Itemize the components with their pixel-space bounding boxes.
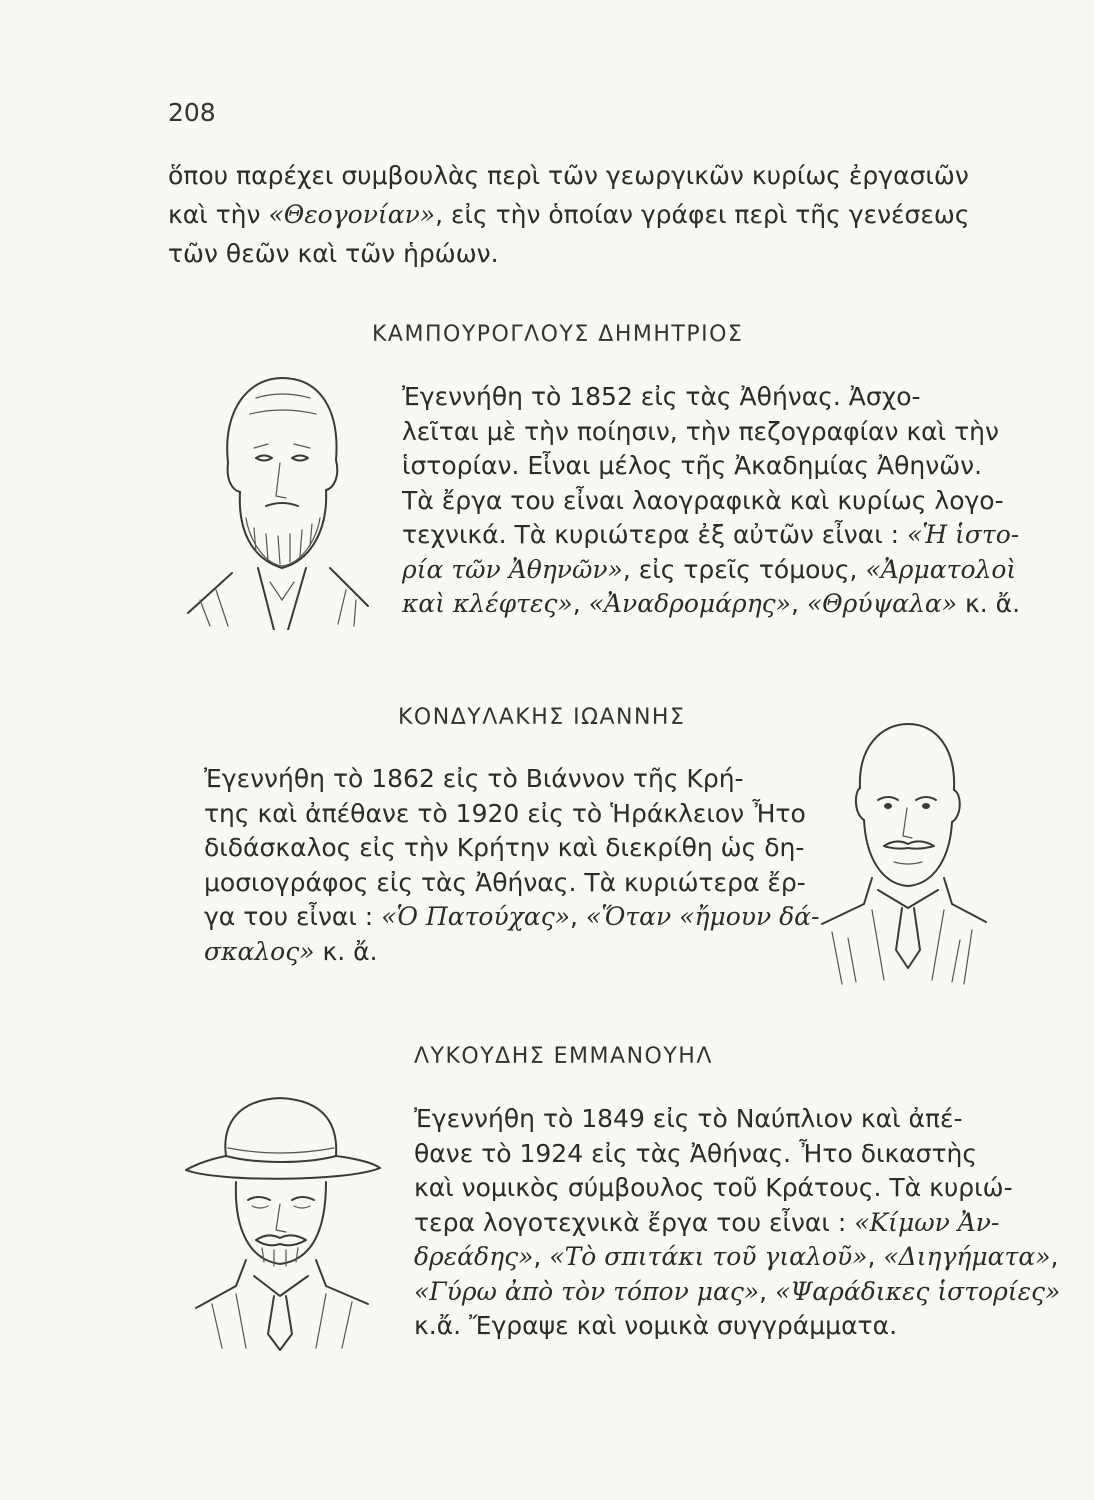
bio-line: καὶ νομικὸς σύμβουλος τοῦ Κράτους. Τὰ κυριώ- [414,1173,1013,1202]
bio-line: Ἐγεννήθη τὸ 1862 εἰς τὸ Βιάννον τῆς Κρή- [204,764,744,793]
bio-line: ρία τῶν Ἀθηνῶν», εἰς τρεῖς τόμους, «Ἀρματολοὶ [402,554,1017,584]
bio-line: μοσιογράφος εἰς τὰς Ἀθήνας. Τὰ κυριώτερα ἔρ- [204,867,806,897]
bio-line: Ἐγεννήθη τὸ 1852 εἰς τὰς Ἀθήνας. Ἀσχο- [402,382,921,411]
work-title: «Κίμων Ἀν- [854,1207,1000,1237]
work-title: «Ὅταν «ἤμουν δά- [585,902,820,931]
bio-line: σκαλος» κ. ἄ. [204,936,378,966]
bio-line: τεχνικά. Τὰ κυριώτερα ἐξ αὐτῶν εἶναι : «Ἡ ἱστο- [402,520,1020,549]
work-title: «Διηγήματα» [883,1242,1051,1271]
bio-line: Τὰ ἔργα του εἶναι λαογραφικὰ καὶ κυρίως λογο- [402,485,1004,515]
intro-paragraph [168,156,996,273]
intro-line: ὅπου παρέχει συμβουλὰς περὶ τῶν γεωργικῶν κυρίως ἐργασιῶν [168,161,969,190]
work-title: «Ψαράδικες ἱστορίες» [775,1276,1061,1306]
work-title: «Ἀρματολοὶ [865,554,1017,584]
work-title: «Ἀναδρομάρης» [588,589,791,618]
bio-kambouroglous [402,380,1020,622]
bio-line: «Γύρω ἀπὸ τὸν τόπον μας», «Ψαράδικες ἱστορίες» [414,1276,1061,1306]
bio-line: λεῖται μὲ τὴν ποίησιν, τὴν πεζογραφίαν καὶ τὴν [402,416,999,446]
bio-line: θανε τὸ 1924 εἰς τὰς Ἀθήνας. Ἦτο δικαστὴς [414,1138,978,1168]
section-heading-lykoudis: ΛΥΚΟΥΔΗΣ ΕΜΜΑΝΟΥΗΛ [414,1044,713,1069]
portrait-kambouroglous [170,368,370,630]
bio-line: τερα λογοτεχνικὰ ἔργα του εἶναι : «Κίμων Ἀν- [414,1207,1000,1237]
bio-line: δρεάδης», «Τὸ σπιτάκι τοῦ γιαλοῦ», «Διηγήματα», [414,1242,1059,1271]
work-title: «Ἡ ἱστο- [907,520,1020,549]
bio-line: κ.ἄ. Ἔγραψε καὶ νομικὰ συγγράμματα. [414,1311,898,1340]
intro-line: τῶν θεῶν καὶ τῶν ἡρώων. [168,239,499,268]
intro-line: καὶ τὴν «Θεογονίαν», εἰς τὴν ὁποίαν γράφει περὶ τῆς γενέσεως [168,200,970,229]
portrait-lykoudis [176,1090,388,1352]
work-title: σκαλος» [204,936,315,966]
bio-line: διδάσκαλος εἰς τὴν Κρήτην καὶ διεκρίθη ὡς δη- [204,833,805,862]
work-title: καὶ κλέφτες» [402,589,573,618]
bio-lykoudis [414,1102,1060,1344]
bio-line: της καὶ ἀπέθανε τὸ 1920 εἰς τὸ Ἡράκλειον Ἦτο [204,798,806,828]
portrait-kondylakis [812,718,988,988]
work-title: δρεάδης» [414,1242,534,1271]
work-title: «Ὁ Πατούχας» [381,902,571,931]
work-title: ρία τῶν Ἀθηνῶν» [402,554,623,584]
page-number: 208 [168,98,216,127]
section-heading-kondylakis: ΚΟΝΔΥΛΑΚΗΣ ΙΩΑΝΝΗΣ [398,705,686,730]
bio-line: γα του εἶναι : «Ὁ Πατούχας», «Ὅταν «ἤμουν δά- [204,902,820,931]
bio-line: Ἐγεννήθη τὸ 1849 εἰς τὸ Ναύπλιον καὶ ἀπέ- [414,1104,963,1133]
bio-line: καὶ κλέφτες», «Ἀναδρομάρης», «Θρύψαλα» κ. ἄ. [402,589,1021,618]
bio-line: ἱστορίαν. Εἶναι μέλος τῆς Ἀκαδημίας Ἀθηνῶν. [402,451,983,480]
bio-kondylakis [204,762,819,969]
work-title: «Θρύψαλα» [806,589,958,618]
section-heading-kambouroglous: ΚΑΜΠΟΥΡΟΓΛΟΥΣ ΔΗΜΗΤΡΙΟΣ [372,322,744,347]
work-title: «Τὸ σπιτάκι τοῦ γιαλοῦ» [549,1242,868,1271]
work-title: «Θεογονίαν» [268,200,436,229]
work-title: «Γύρω ἀπὸ τὸν τόπον μας» [414,1276,760,1306]
